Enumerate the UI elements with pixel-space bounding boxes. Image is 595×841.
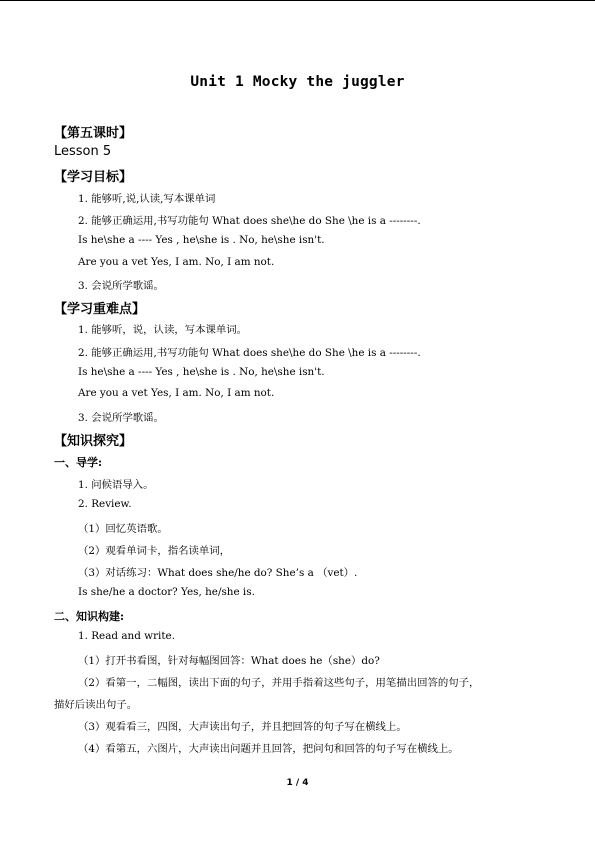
guide-item: （1）回忆英语歌。	[78, 523, 168, 535]
exploration-heading: 【知识探究】	[54, 434, 133, 449]
guide-item: （2）观看单词卡，指名读单词，	[78, 545, 231, 557]
key-point-item: 3. 会说所学歌谣。	[78, 412, 164, 424]
build-item: 1. Read and write.	[78, 630, 175, 642]
build-item: （3）观看看三，四图，大声读出句子，并且把回答的句子写在横线上。	[78, 721, 407, 733]
key-point-item: Are you a vet Yes, I am. No, I am not.	[78, 387, 275, 399]
guide-item: 2. Review.	[78, 498, 132, 510]
objective-item: Are you a vet Yes, I am. No, I am not.	[78, 256, 275, 268]
build-item: （4）看第五，六图片，大声读出问题并且回答，把问句和回答的句子写在横线上。	[78, 743, 459, 755]
guide-item: （3）对话练习：What does she/he do? She’s a （vet）.	[78, 567, 358, 579]
guide-item: Is she/he a doctor? Yes, he/she is.	[78, 586, 255, 598]
page-number: 1 / 4	[286, 778, 309, 788]
objective-item: 1. 能够听,说,认读,写本课单词	[78, 193, 216, 205]
guide-heading: 一、导学:	[54, 456, 103, 469]
objectives-heading: 【学习目标】	[54, 170, 133, 185]
key-point-item: 2. 能够正确运用,书写功能句 What does she\he do She \he is a --------.	[78, 347, 421, 359]
top-rule	[0, 0, 595, 1]
guide-item: 1. 问候语导入。	[78, 479, 154, 491]
objective-item: Is he\she a ---- Yes , he\she is . No, he\she isn't.	[78, 234, 325, 246]
build-heading: 二、知识构建:	[54, 610, 125, 623]
key-point-item: 1. 能够听，说，认读，写本课单词。	[78, 324, 248, 336]
objective-item: 2. 能够正确运用,书写功能句 What does she\he do She \he is a --------.	[78, 215, 421, 227]
objective-item: 3. 会说所学歌谣。	[78, 280, 164, 292]
document-title: Unit 1 Mocky the juggler	[190, 74, 405, 90]
section-period-heading: 【第五课时】	[54, 126, 133, 141]
key-points-heading: 【学习重难点】	[54, 302, 146, 317]
build-item: （2）看第一，二幅图，读出下面的句子，并用手指着这些句子，用笔描出回答的句子，	[78, 677, 480, 689]
build-item: 描好后读出句子。	[54, 699, 138, 711]
build-item: （1）打开书看图，针对每幅图回答：What does he（she）do?	[78, 655, 380, 667]
lesson-label: Lesson 5	[54, 144, 112, 159]
key-point-item: Is he\she a ---- Yes , he\she is . No, he\she isn't.	[78, 366, 325, 378]
